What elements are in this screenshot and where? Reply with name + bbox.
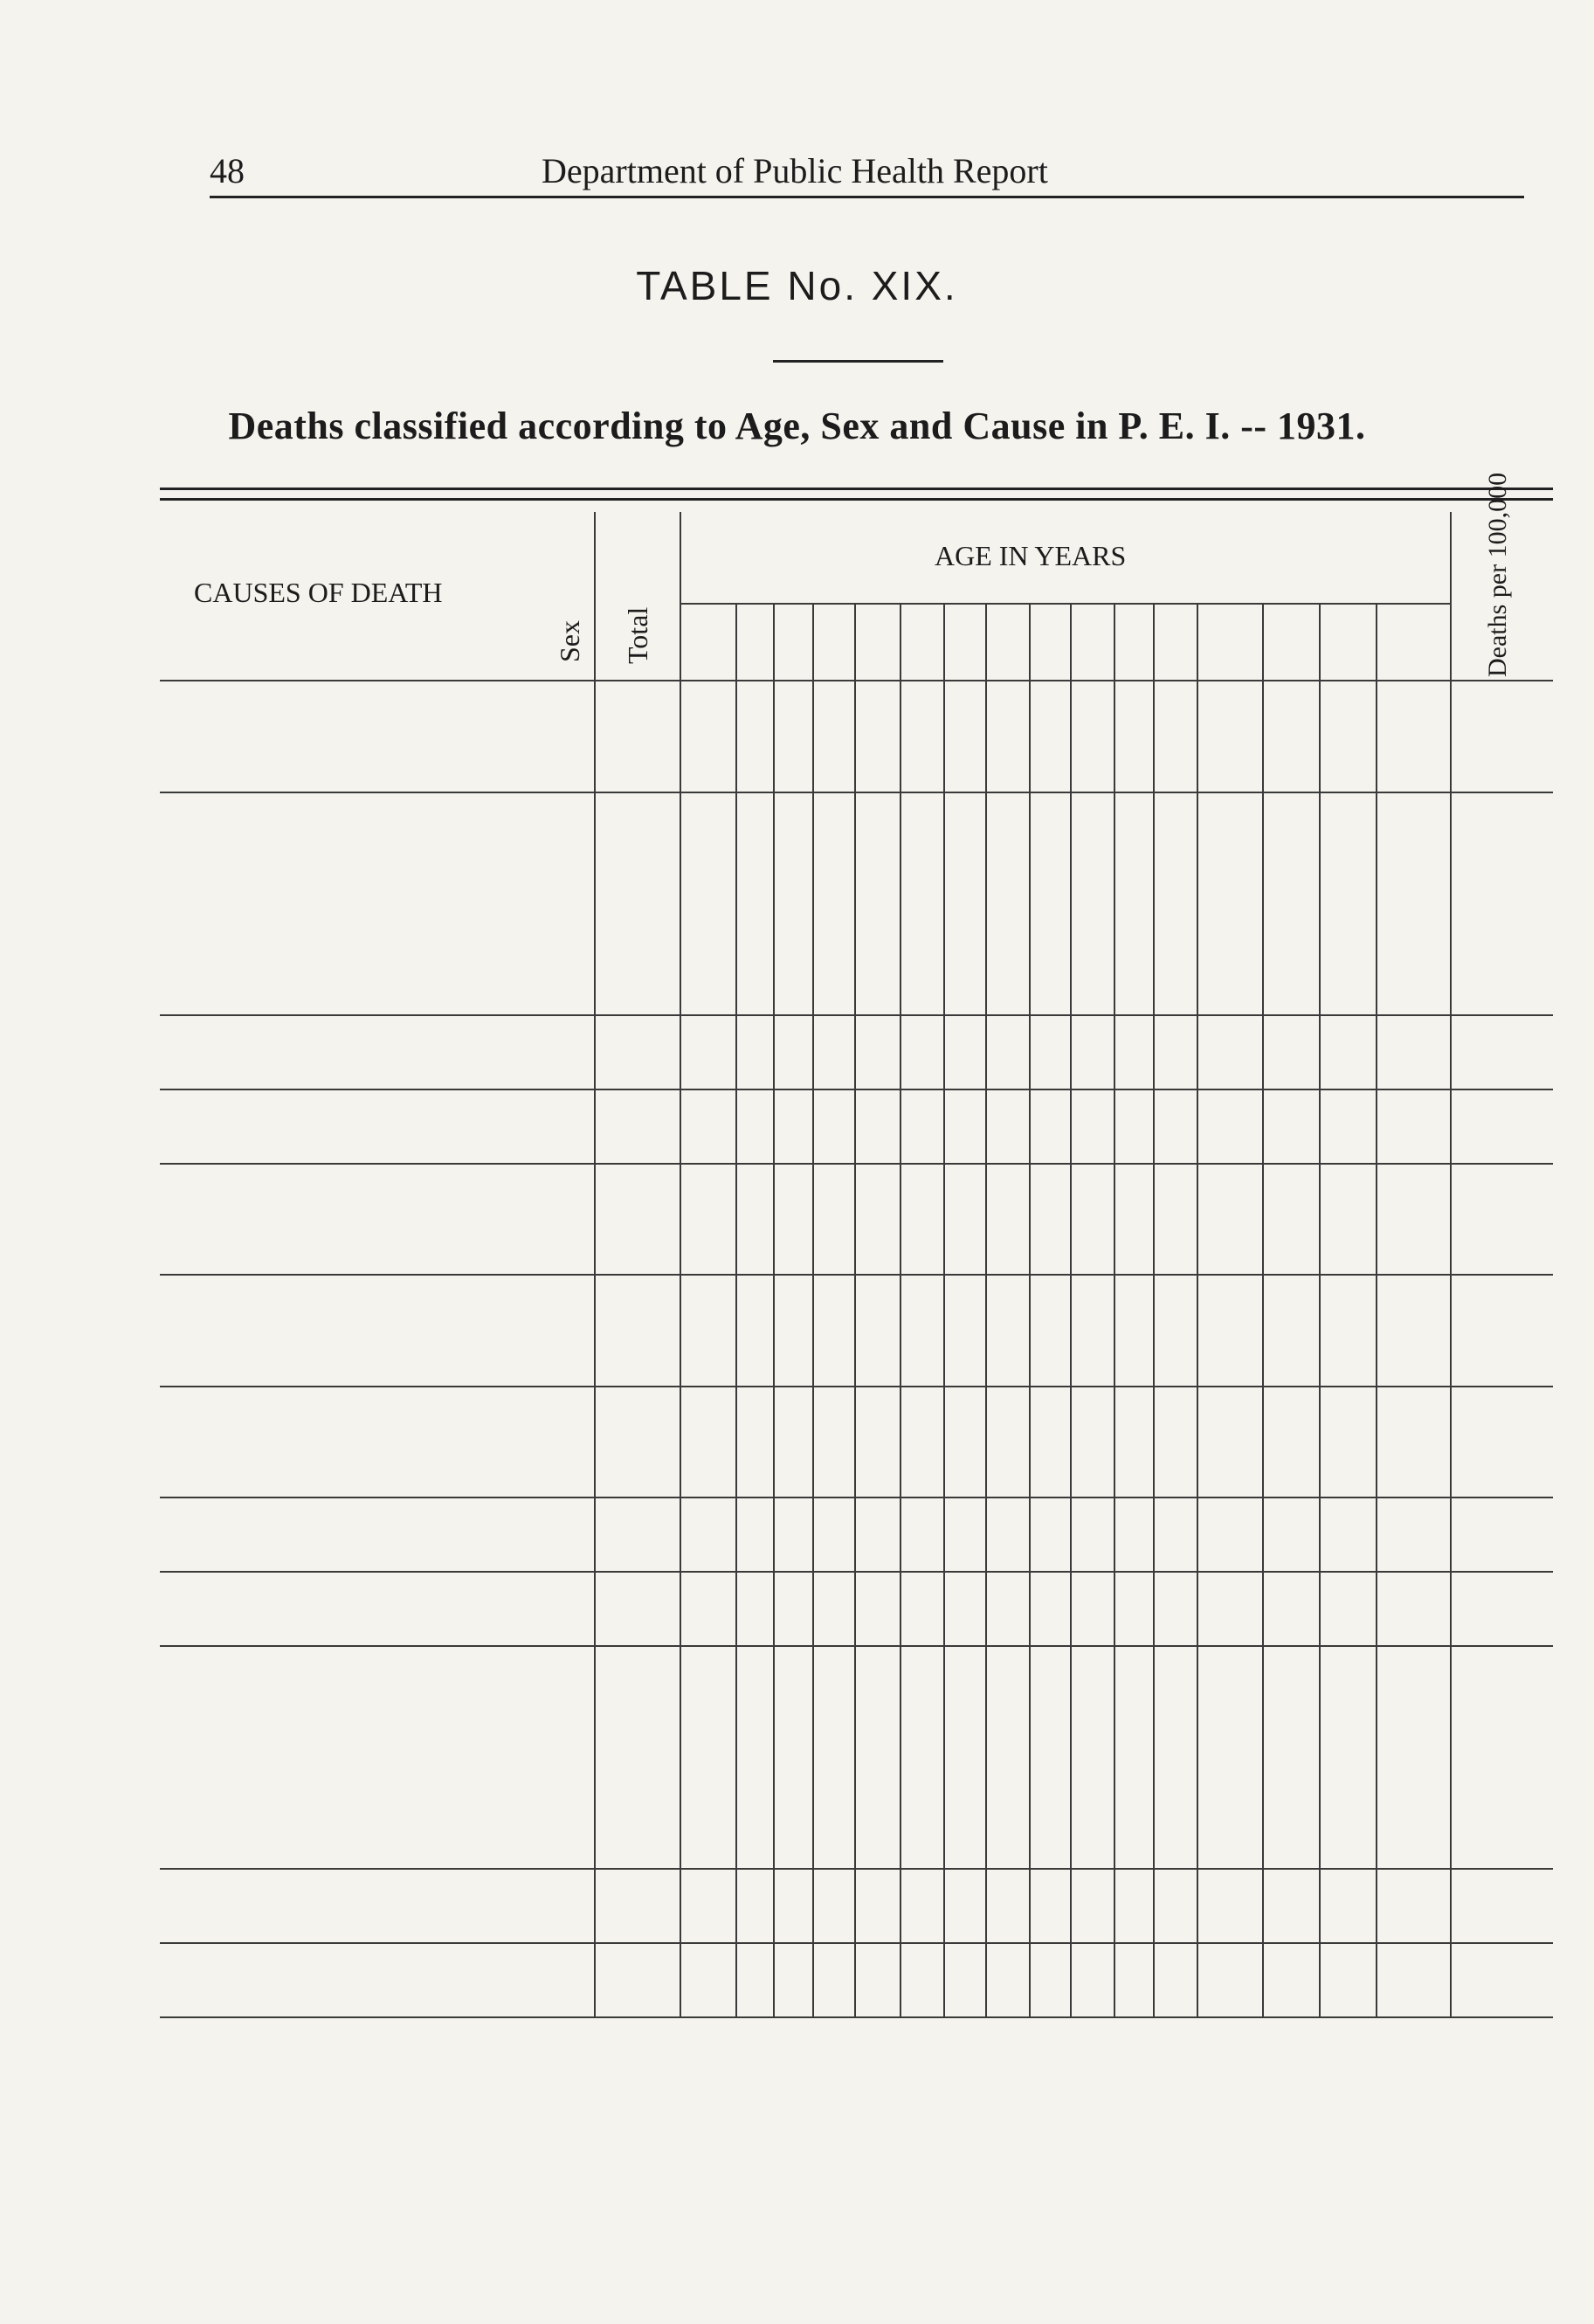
row-separator [160,1497,1553,1498]
column-rule [735,603,737,2016]
row-separator [160,1386,1553,1387]
column-rule [1029,603,1031,2016]
column-rule [1450,512,1452,2016]
row-separator [160,1274,1553,1276]
column-rule [985,603,987,2016]
total-header: Total [622,606,653,664]
column-rule [1376,603,1377,2016]
age-header-rule [680,603,1450,605]
column-rule [1070,603,1072,2016]
causes-header: CAUSES OF DEATH [194,577,443,608]
row-separator [160,1089,1553,1090]
column-rule [1262,603,1264,2016]
row-separator [160,792,1553,793]
row-separator [160,1868,1553,1870]
column-rule [680,512,681,2016]
row-separator [160,1014,1553,1016]
column-rule [1197,603,1198,2016]
column-rule [1114,603,1115,2016]
column-rule [1319,603,1321,2016]
column-rule [1153,603,1155,2016]
column-rule [773,603,775,2016]
age-group-header: AGE IN YEARS [935,540,1127,571]
rate-header: Deaths per 100,000 [1483,472,1512,677]
row-separator [160,1163,1553,1165]
column-rule [943,603,945,2016]
column-rule [900,603,901,2016]
row-separator [160,1645,1553,1647]
running-title: Department of Public Health Report [542,151,1048,190]
sex-header: Sex [554,620,585,662]
row-separator [160,1571,1553,1573]
column-rule [594,512,596,2016]
header-bottom-rule [160,680,1553,681]
table-title: TABLE No. XIX. [636,263,958,308]
row-separator [160,2016,1553,2018]
column-rule [812,603,814,2016]
table-subtitle: Deaths classified according to Age, Sex and Cause in P. E. I. -- 1931. [228,405,1366,447]
column-rule [854,603,856,2016]
row-separator [160,1942,1553,1944]
page-number: 48 [210,151,245,190]
